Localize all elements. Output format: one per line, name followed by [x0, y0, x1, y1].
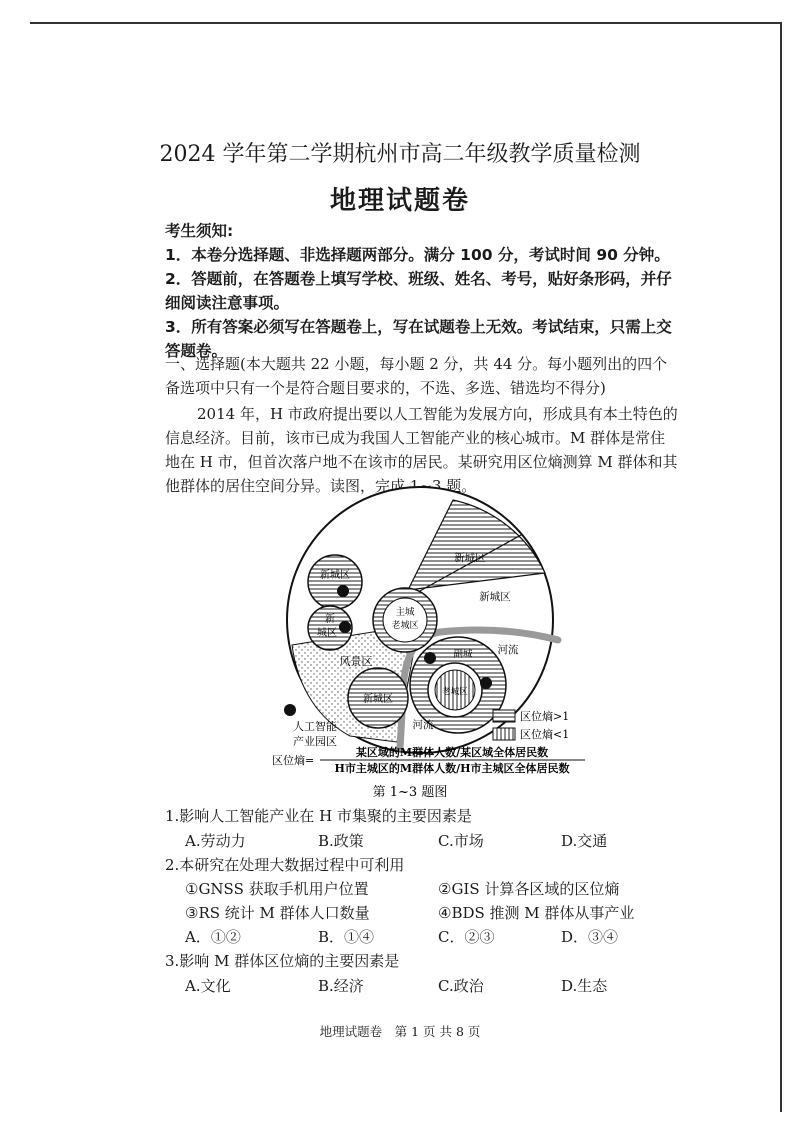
notice-item-2: 2．答题前，在答题卷上填写学校、班级、姓名、考号，贴好条形码，并仔 [165, 270, 672, 288]
label-new-district: 新城区 [320, 570, 350, 581]
label-sub-district: 副城 [453, 649, 473, 660]
question-2-statement-1: ①GNSS 获取手机用户位置 [185, 880, 369, 898]
question-2-option-b: B．①④ [318, 928, 375, 946]
new-district-circle-1 [308, 555, 362, 609]
question-2-option-a: A．①② [185, 928, 241, 946]
question-1-option-b: B.政策 [318, 832, 364, 850]
question-2-stem: 2.本研究在处理大数据过程中可利用 [165, 856, 405, 874]
legend-swatch-gt1 [493, 710, 515, 722]
passage-line-3: 地在 H 市，但首次落户地不在该市的居民。某研究用区位熵测算 M 群体和其 [165, 453, 678, 471]
paper-subtitle: 地理试题卷 [329, 186, 470, 216]
formula-denominator: H市主城区的M群体人数/H市主城区全体居民数 [334, 762, 570, 775]
ai-park-dot [284, 704, 296, 716]
question-2-statement-2: ②GIS 计算各区域的区位熵 [438, 880, 620, 898]
formula-label: 区位熵= [272, 754, 315, 767]
label-scenic-area: 风景区 [339, 655, 373, 668]
label-main-old-district: 老城区 [391, 621, 419, 631]
label-new-district: 新城区 [363, 694, 393, 705]
legend-swatch-lt1 [493, 728, 515, 740]
label-new-district: 新 [325, 614, 335, 625]
passage-line-4: 他群体的居住空间分异。读图，完成 1~3 题。 [165, 477, 477, 495]
notice-item-2-cont: 细阅读注意事项。 [165, 294, 290, 312]
label-ai-park: 人工智能 [293, 720, 337, 733]
ai-park-dot [424, 652, 436, 664]
exam-title: 2024 学年第二学期杭州市高二年级教学质量检测 [159, 142, 641, 167]
question-1-option-c: C.市场 [438, 832, 484, 850]
ai-park-dot [339, 621, 351, 633]
label-river: 河流 [412, 719, 434, 731]
label-main-district: 主城 [395, 607, 415, 618]
section-instructions-line-1: 一、选择题(本大题共 22 小题，每小题 2 分，共 44 分。每小题列出的四个 [165, 355, 668, 373]
question-3-stem: 3.影响 M 群体区位熵的主要因素是 [165, 952, 400, 970]
notice-item-1: 1．本卷分选择题、非选择题两部分。满分 100 分，考试时间 90 分钟。 [165, 246, 670, 264]
question-3-option-a: A.文化 [185, 977, 231, 995]
passage-line-1: 2014 年，H 市政府提出要以人工智能为发展方向，形成具有本土特色的 [197, 405, 678, 423]
notice-item-3: 3．所有答案必须写在答题卷上，写在试题卷上无效。考试结束，只需上交 [165, 318, 672, 336]
figure-caption: 第 1~3 题图 [372, 785, 448, 800]
label-ai-park: 产业园区 [293, 735, 337, 748]
label-new-district: 城区 [317, 628, 337, 639]
legend-lt1-label: 区位熵<1 [520, 728, 570, 741]
label-new-district: 新城区 [479, 591, 511, 603]
notice-item-3-cont: 答题卷。 [165, 342, 228, 360]
label-new-district: 新城区 [454, 552, 486, 564]
question-2-option-d: D．③④ [561, 928, 619, 946]
question-3-option-d: D.生态 [561, 977, 608, 995]
question-2-option-c: C．②③ [438, 928, 495, 946]
question-2-statement-3: ③RS 统计 M 群体人口数量 [185, 904, 370, 922]
label-sub-old-district: 老城区 [442, 687, 468, 697]
legend-gt1-label: 区位熵>1 [520, 710, 570, 723]
ai-park-dot [337, 585, 349, 597]
notice-heading: 考生须知: [165, 222, 234, 240]
question-1-option-a: A.劳动力 [185, 832, 246, 850]
section-instructions-line-2: 备选项中只有一个是符合题目要求的，不选、多选、错选均不得分) [165, 379, 606, 397]
question-1-option-d: D.交通 [561, 832, 608, 850]
question-2-statement-4: ④BDS 推测 M 群体从事产业 [438, 904, 635, 922]
question-3-option-b: B.经济 [318, 977, 364, 995]
passage-line-2: 信息经济。目前，该市已成为我国人工智能产业的核心城市。M 群体是常住 [165, 429, 666, 447]
question-1-stem: 1.影响人工智能产业在 H 市集聚的主要因素是 [165, 807, 472, 825]
label-river: 河流 [497, 644, 519, 656]
question-3-option-c: C.政治 [438, 977, 484, 995]
main-old-district-inner [383, 598, 427, 642]
page-footer: 地理试题卷 第 1 页 共 8 页 [319, 1024, 481, 1039]
formula-numerator: 某区域的M群体人数/某区域全体居民数 [355, 746, 549, 759]
ai-park-dot [480, 677, 492, 689]
